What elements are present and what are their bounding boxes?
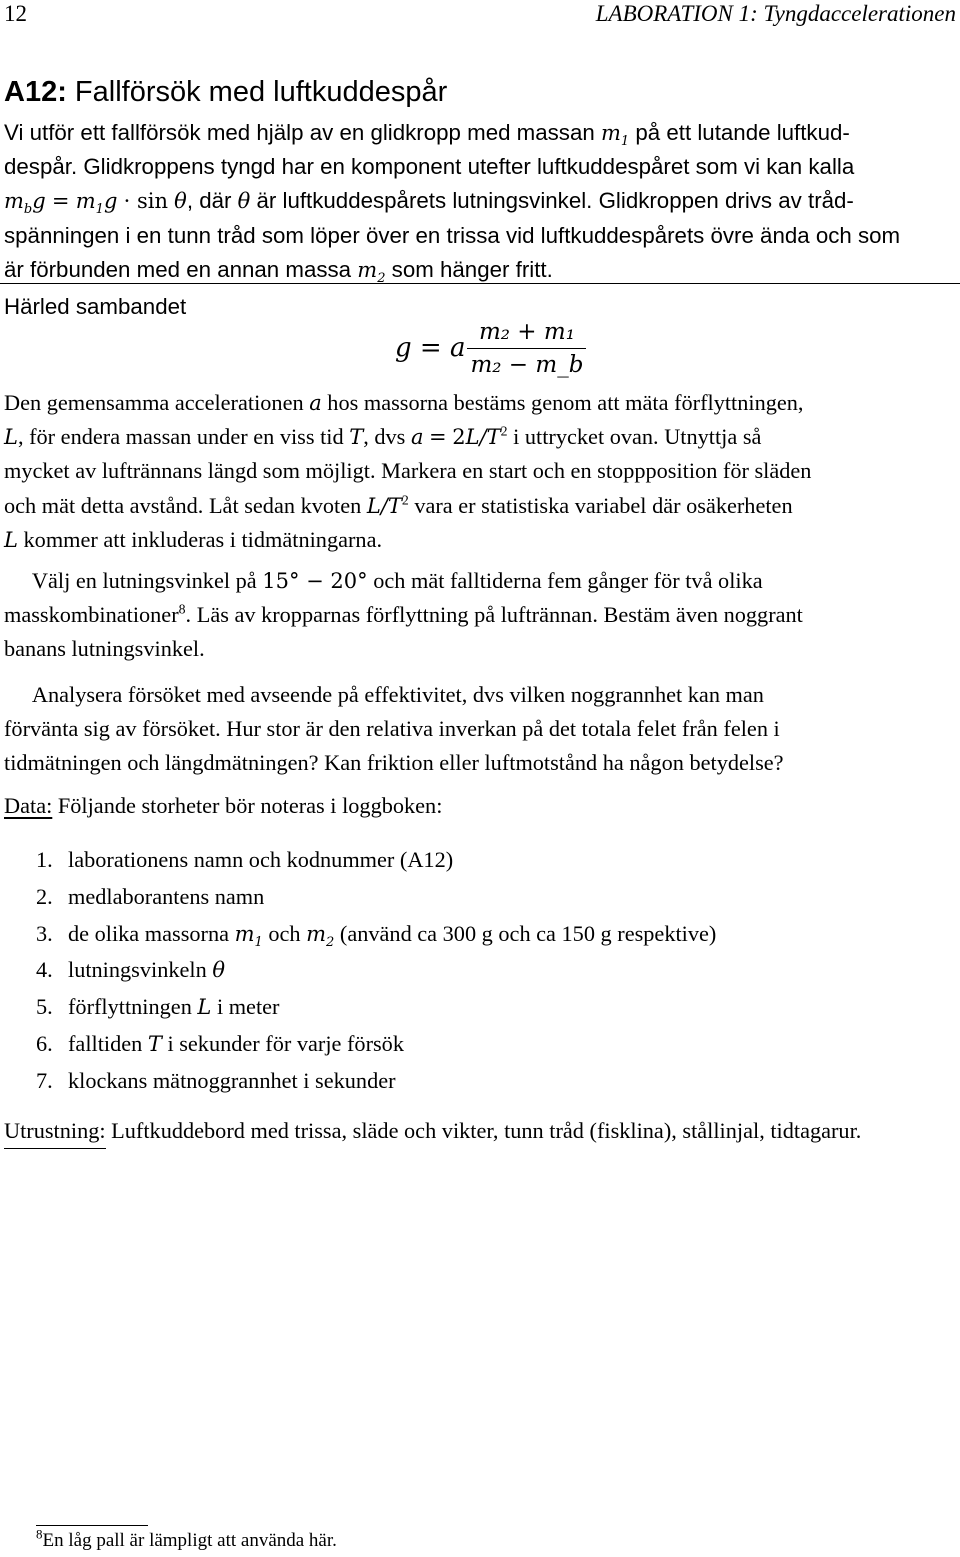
divider-rule [0, 283, 960, 284]
derive-text: Härled sambandet [4, 294, 187, 319]
paragraph-analysis [4, 678, 956, 781]
procedure-line-3: banans lutningsvinkel. [4, 636, 205, 662]
intro-line-2: despår. Glidkroppens tyngd har en komponent utefter luftkuddespåret som vi kan kalla [4, 154, 855, 180]
running-header [4, 0, 956, 34]
analysis-line-2: förvänta sig av försöket. Hur stor är den relativa inverkan på det totala felet från felen i [4, 716, 780, 742]
footnote-text: En låg pall är lämpligt att använda här. [42, 1530, 337, 1551]
intro-paragraph [4, 116, 956, 287]
footnote-ref: 8 [178, 601, 186, 617]
formula-fraction [467, 319, 586, 378]
formula-numerator: m₂ + m₁ [478, 318, 575, 345]
list-item: 6. falltiden T i sekunder för varje försök [36, 1030, 404, 1056]
equipment-line [4, 1118, 861, 1149]
intro-line-1: Vi utför ett fallförsök med hjälp av en glidkropp med massan $m_1$ på ett lutande luftkud- [4, 120, 850, 150]
list-item: 2. medlaborantens namn [36, 883, 265, 909]
list-item: 4. lutningsvinkeln θ [36, 957, 225, 983]
page-number: 12 [4, 1, 27, 26]
formula-lhs: g = a [395, 333, 466, 363]
list-item: 5. förflyttningen L i meter [36, 994, 280, 1020]
section-id: A12: [4, 76, 67, 108]
formula-denominator: m₂ − m_b [470, 351, 584, 378]
formula [395, 312, 586, 384]
equipment-text: Luftkuddebord med trissa, släde och vikter, tunn tråd (fisklina), stållinjal, tidtagarur. [105, 1118, 862, 1143]
data-label: Data: [4, 793, 53, 818]
footnote [36, 1526, 337, 1552]
intro-line-5: är förbunden med en annan massa $m_2$ som hänger fritt. [4, 256, 553, 286]
intro-line-4: spänningen i en tunn tråd som löper över en trissa vid luftkuddespårets övre ända och som [4, 222, 901, 248]
paragraph-procedure [4, 564, 956, 667]
list-item: 3. de olika massorna $m_1$ och $m_2$ (använd ca 300 g och ca 150 g respektive) [36, 920, 717, 950]
method-line-3: mycket av luftrännans längd som möjligt. Markera en start och en stoppposition för släden [4, 458, 812, 484]
data-list [36, 842, 716, 1100]
data-intro: Data: Följande storheter bör noteras i loggboken: [4, 793, 443, 818]
method-line-5: L kommer att inkluderas i tidmätningarna. [4, 526, 383, 552]
footnote-mark: 8 [36, 1526, 43, 1542]
running-title: LABORATION 1: Tyngdaccelerationen [595, 1, 956, 26]
fraction-bar [467, 348, 586, 349]
list-item: 1. laborationens namn och kodnummer (A12) [36, 847, 454, 872]
paragraph-method [4, 386, 956, 557]
equipment-label: Utrustning: [4, 1118, 106, 1149]
analysis-line-3: tidmätningen och längdmätningen? Kan friktion eller luftmotstånd ha någon betydelse? [4, 750, 784, 776]
footnote-rule [36, 1525, 148, 1526]
analysis-line-1: Analysera försöket med avseende på effektivitet, dvs vilken noggrannhet kan man [31, 682, 764, 707]
procedure-line-1: Välj en lutningsvinkel på 15° − 20° och mät falltiderna fem gånger för två olika [31, 568, 763, 593]
method-line-4: och mät detta avstånd. Låt sedan kvoten $L/T^2$ vara er statistiska variabel där osäkerheten [4, 492, 793, 518]
intro-line-3: $m_bg = m_1g \cdot \sin \theta$, där θ är luftkuddespårets lutningsvinkel. Glidkroppen drivs av tråd- [4, 188, 854, 218]
section-title: Fallförsök med luftkuddespår [74, 76, 448, 108]
list-item: 7. klockans mätnoggrannhet i sekunder [36, 1067, 396, 1093]
method-line-1: Den gemensamma accelerationen a hos massorna bestäms genom att mäta förflyttningen, [4, 390, 804, 415]
procedure-line-2: masskombinationer$^8$. Läs av kropparnas förflyttning på luftrännan. Bestäm även noggrant [4, 601, 803, 628]
section-heading [4, 76, 447, 109]
method-line-2: L, för endera massan under en viss tid T, dvs $a = 2L/T^2$ i uttrycket ovan. Utnyttja så [4, 423, 762, 450]
